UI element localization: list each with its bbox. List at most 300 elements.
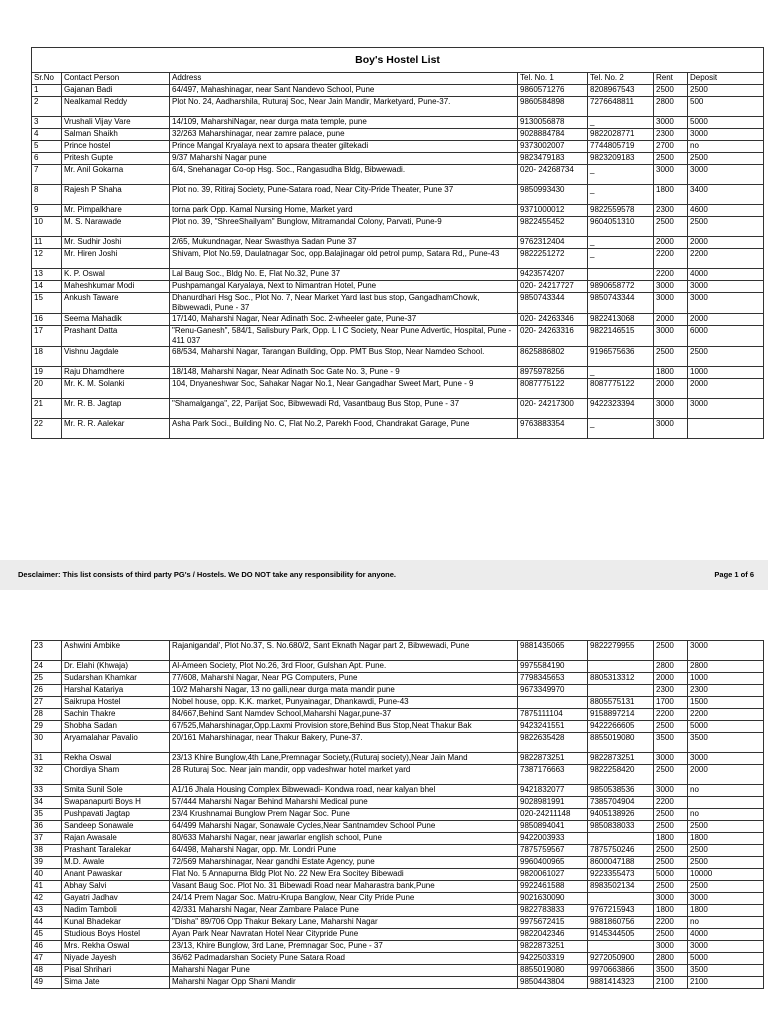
cell-tel-2: 9604051310 xyxy=(588,217,654,237)
cell-contact-person: Maheshkumar Modi xyxy=(62,281,170,293)
cell-tel-2: 9422266605 xyxy=(588,721,654,733)
cell-sr-no: 23 xyxy=(32,641,62,661)
cell-rent: 1800 xyxy=(654,185,688,205)
cell-rent: 3500 xyxy=(654,965,688,977)
cell-contact-person: Rekha Oswal xyxy=(62,753,170,765)
table-row xyxy=(32,821,764,833)
cell-contact-person: Pisal Shrihari xyxy=(62,965,170,977)
cell-rent: 2000 xyxy=(654,673,688,685)
cell-rent: 2000 xyxy=(654,314,688,326)
table-row xyxy=(32,753,764,765)
cell-sr-no: 8 xyxy=(32,185,62,205)
cell-sr-no: 42 xyxy=(32,893,62,905)
cell-rent: 3000 xyxy=(654,785,688,797)
table-row xyxy=(32,965,764,977)
cell-rent: 2100 xyxy=(654,977,688,989)
cell-deposit xyxy=(688,419,764,439)
cell-rent: 2300 xyxy=(654,129,688,141)
cell-tel-2: _ xyxy=(588,249,654,269)
cell-sr-no: 21 xyxy=(32,399,62,419)
cell-tel-1: 7875759567 xyxy=(518,845,588,857)
cell-tel-1 xyxy=(518,697,588,709)
cell-deposit: 3500 xyxy=(688,733,764,753)
cell-rent: 2700 xyxy=(654,141,688,153)
cell-sr-no: 27 xyxy=(32,697,62,709)
cell-address: 14/109, MaharshiNagar, near durga mata temple, pune xyxy=(170,117,518,129)
cell-tel-1: 9850993430 xyxy=(518,185,588,205)
cell-address: Plot no. 39, "ShreeShailyam" Bunglow, Mitramandal Colony, Parvati, Pune-9 xyxy=(170,217,518,237)
table-row xyxy=(32,399,764,419)
cell-contact-person: Shobha Sadan xyxy=(62,721,170,733)
cell-contact-person: Dr. Elahi (Khwaja) xyxy=(62,661,170,673)
table-row xyxy=(32,117,764,129)
cell-sr-no: 32 xyxy=(32,765,62,785)
table-row xyxy=(32,673,764,685)
cell-sr-no: 5 xyxy=(32,141,62,153)
cell-tel-1: 9822042346 xyxy=(518,929,588,941)
cell-tel-1: 9421832077 xyxy=(518,785,588,797)
cell-tel-2: 7276648811 xyxy=(588,97,654,117)
cell-deposit: no xyxy=(688,141,764,153)
table-row xyxy=(32,661,764,673)
cell-tel-1: 9028981991 xyxy=(518,797,588,809)
cell-tel-2: _ xyxy=(588,165,654,185)
cell-sr-no: 10 xyxy=(32,217,62,237)
table-row xyxy=(32,269,764,281)
table-row xyxy=(32,685,764,697)
table-row xyxy=(32,697,764,709)
table-row xyxy=(32,367,764,379)
cell-sr-no: 28 xyxy=(32,709,62,721)
cell-address: 18/148, Maharshi Nagar, Near Adinath Soc Gate No. 3, Pune - 9 xyxy=(170,367,518,379)
cell-tel-2: 9822559578 xyxy=(588,205,654,217)
cell-tel-2: 9850538536 xyxy=(588,785,654,797)
cell-contact-person: Raju Dhamdhere xyxy=(62,367,170,379)
cell-deposit: 2500 xyxy=(688,845,764,857)
cell-sr-no: 14 xyxy=(32,281,62,293)
cell-deposit: no xyxy=(688,785,764,797)
cell-sr-no: 45 xyxy=(32,929,62,941)
cell-deposit: 2000 xyxy=(688,237,764,249)
cell-rent: 1800 xyxy=(654,833,688,845)
cell-contact-person: Ankush Taware xyxy=(62,293,170,314)
cell-deposit: 1800 xyxy=(688,905,764,917)
cell-rent: 5000 xyxy=(654,869,688,881)
cell-address: Maharshi Nagar Opp Shani Mandir xyxy=(170,977,518,989)
cell-tel-2: _ xyxy=(588,237,654,249)
table-row xyxy=(32,929,764,941)
cell-sr-no: 35 xyxy=(32,809,62,821)
cell-rent: 3000 xyxy=(654,753,688,765)
cell-address: 67/525,Maharshinagar,Opp.Laxmi Provision store,Behind Bus Stop,Neat Thakur Bak xyxy=(170,721,518,733)
cell-tel-1: 9021630090 xyxy=(518,893,588,905)
cell-contact-person: Pushpavati Jagtap xyxy=(62,809,170,821)
cell-rent: 1800 xyxy=(654,905,688,917)
cell-deposit: 5000 xyxy=(688,117,764,129)
cell-rent: 3000 xyxy=(654,281,688,293)
cell-sr-no: 7 xyxy=(32,165,62,185)
disclaimer-text: Desclaimer: This list consists of third party PG's / Hostels. We DO NOT take any responsibility for anyone. xyxy=(18,570,396,579)
cell-contact-person: Ashwini Ambike xyxy=(62,641,170,661)
cell-tel-2: 9145344505 xyxy=(588,929,654,941)
cell-rent: 2500 xyxy=(654,809,688,821)
header-tel-1: Tel. No. 1 xyxy=(518,73,588,85)
cell-address: Pushpamangal Karyalaya, Next to Nimantran Hotel, Pune xyxy=(170,281,518,293)
cell-sr-no: 31 xyxy=(32,753,62,765)
cell-rent: 2500 xyxy=(654,217,688,237)
cell-tel-2: _ xyxy=(588,419,654,439)
cell-deposit: 2000 xyxy=(688,314,764,326)
cell-tel-2: 7744805719 xyxy=(588,141,654,153)
cell-tel-1: 020-24211148 xyxy=(518,809,588,821)
cell-address: 80/633 Maharshi Nagar, near jawarlar english school, Pune xyxy=(170,833,518,845)
cell-contact-person: Sachin Thakre xyxy=(62,709,170,721)
header-contact-person: Contact Person xyxy=(62,73,170,85)
cell-sr-no: 44 xyxy=(32,917,62,929)
header-tel-2: Tel. No. 2 xyxy=(588,73,654,85)
cell-rent: 3000 xyxy=(654,293,688,314)
table-row xyxy=(32,869,764,881)
cell-tel-1: 9673349970 xyxy=(518,685,588,697)
table-row xyxy=(32,905,764,917)
cell-tel-1: 9850894041 xyxy=(518,821,588,833)
cell-tel-1: 9373002007 xyxy=(518,141,588,153)
cell-address: 64/499 Maharshi Nagar, Sonawale Cycles,Near Santnamdev School Pune xyxy=(170,821,518,833)
cell-tel-1: 9823479183 xyxy=(518,153,588,165)
cell-address: 64/497, Mahashinagar, near Sant Nandevo School, Pune xyxy=(170,85,518,97)
cell-deposit: 3400 xyxy=(688,185,764,205)
cell-tel-1: 9922461588 xyxy=(518,881,588,893)
cell-tel-2: 9822258420 xyxy=(588,765,654,785)
cell-tel-2: 9822146515 xyxy=(588,326,654,347)
cell-deposit: 6000 xyxy=(688,326,764,347)
cell-contact-person: Mrs. Rekha Oswal xyxy=(62,941,170,953)
cell-tel-1: 9422503319 xyxy=(518,953,588,965)
cell-contact-person: Prashant Datta xyxy=(62,326,170,347)
cell-rent: 2500 xyxy=(654,347,688,367)
cell-deposit: 4000 xyxy=(688,929,764,941)
table-row xyxy=(32,893,764,905)
cell-address: 6/4, Snehanagar Co-op Hsg. Soc., Rangasudha Bldg, Bibwewadi. xyxy=(170,165,518,185)
cell-deposit: 5000 xyxy=(688,721,764,733)
table-row xyxy=(32,314,764,326)
cell-address: Vasant Baug Soc. Plot No. 31 Bibewadi Road near Maharastra bank,Pune xyxy=(170,881,518,893)
cell-address: Prince Mangal Kryalaya next to apsara theater giltekadi xyxy=(170,141,518,153)
cell-sr-no: 12 xyxy=(32,249,62,269)
cell-sr-no: 6 xyxy=(32,153,62,165)
cell-address: 20/161 Maharshinagar, near Thakur Bakery, Pune-37. xyxy=(170,733,518,753)
cell-tel-2: 8855019080 xyxy=(588,733,654,753)
table-header-row xyxy=(32,73,764,85)
cell-contact-person: M.D. Awale xyxy=(62,857,170,869)
cell-contact-person: Gayatri Jadhav xyxy=(62,893,170,905)
header-address: Address xyxy=(170,73,518,85)
cell-sr-no: 26 xyxy=(32,685,62,697)
table-row xyxy=(32,977,764,989)
cell-contact-person: Aryamalahar Pavalio xyxy=(62,733,170,753)
cell-rent: 3000 xyxy=(654,165,688,185)
cell-rent: 3000 xyxy=(654,117,688,129)
cell-tel-2: 8600047188 xyxy=(588,857,654,869)
cell-rent: 3000 xyxy=(654,893,688,905)
cell-rent: 3000 xyxy=(654,941,688,953)
cell-contact-person: Prashant Taralekar xyxy=(62,845,170,857)
cell-address: Rajanigandal', Plot No.37, S. No.680/2, Sant Eknath Nagar part 2, Bibwewadi, Pune xyxy=(170,641,518,661)
cell-contact-person: Sudarshan Khamkar xyxy=(62,673,170,685)
cell-tel-2 xyxy=(588,685,654,697)
cell-tel-2: 9822028771 xyxy=(588,129,654,141)
cell-sr-no: 34 xyxy=(32,797,62,809)
cell-tel-1: 9860571276 xyxy=(518,85,588,97)
cell-address: 28 Ruturaj Soc. Near jain mandir, opp vadeshwar hotel market yard xyxy=(170,765,518,785)
table-row xyxy=(32,347,764,367)
table-row xyxy=(32,809,764,821)
cell-sr-no: 33 xyxy=(32,785,62,797)
cell-tel-2: 9970663866 xyxy=(588,965,654,977)
cell-deposit: 2500 xyxy=(688,857,764,869)
header-rent: Rent xyxy=(654,73,688,85)
cell-sr-no: 4 xyxy=(32,129,62,141)
cell-tel-2: 9196575636 xyxy=(588,347,654,367)
cell-contact-person: Anant Pawaskar xyxy=(62,869,170,881)
cell-deposit: 3000 xyxy=(688,165,764,185)
cell-deposit: no xyxy=(688,917,764,929)
cell-address: "Disha" 89/706 Opp Thakur Bekary Lane, Maharshi Nagar xyxy=(170,917,518,929)
cell-rent: 2800 xyxy=(654,97,688,117)
cell-tel-2: 8087775122 xyxy=(588,379,654,399)
table-row xyxy=(32,281,764,293)
cell-sr-no: 41 xyxy=(32,881,62,893)
cell-contact-person: Sima Jate xyxy=(62,977,170,989)
cell-sr-no: 24 xyxy=(32,661,62,673)
cell-sr-no: 47 xyxy=(32,953,62,965)
cell-deposit: 1500 xyxy=(688,697,764,709)
cell-contact-person: Seema Mahadik xyxy=(62,314,170,326)
table-row xyxy=(32,721,764,733)
cell-rent: 2200 xyxy=(654,917,688,929)
cell-deposit: 2000 xyxy=(688,765,764,785)
cell-tel-2: 9822279955 xyxy=(588,641,654,661)
cell-contact-person: Sandeep Sonawale xyxy=(62,821,170,833)
cell-tel-2: 9272050900 xyxy=(588,953,654,965)
cell-contact-person: Rajesh P Shaha xyxy=(62,185,170,205)
cell-deposit: 3000 xyxy=(688,893,764,905)
cell-tel-2: 9822413068 xyxy=(588,314,654,326)
cell-address: Lal Baug Soc., Bldg No. E, Flat No.32, Pune 37 xyxy=(170,269,518,281)
cell-address: 23/13 Khire Bunglow,4th Lane,Premnagar Society,(Ruturaj society),Near Jain Mand xyxy=(170,753,518,765)
cell-address: 84/667,Behind Sant Namdev School,Maharshi Nagar,pune-37 xyxy=(170,709,518,721)
cell-contact-person: Nealkamal Reddy xyxy=(62,97,170,117)
cell-rent: 2500 xyxy=(654,857,688,869)
cell-tel-1: 9860584898 xyxy=(518,97,588,117)
cell-sr-no: 39 xyxy=(32,857,62,869)
cell-tel-1: 9130056878 xyxy=(518,117,588,129)
table-row xyxy=(32,85,764,97)
cell-contact-person: Harshal Katariya xyxy=(62,685,170,697)
cell-deposit: 2800 xyxy=(688,661,764,673)
cell-deposit: no xyxy=(688,809,764,821)
cell-tel-1: 9822635428 xyxy=(518,733,588,753)
page-number: Page 1 of 6 xyxy=(714,570,754,579)
cell-sr-no: 36 xyxy=(32,821,62,833)
cell-tel-2 xyxy=(588,269,654,281)
cell-address: 72/569 Maharshinagar, Near gandhi Estate Agency, pune xyxy=(170,857,518,869)
hostel-table-page-1 xyxy=(31,47,764,439)
cell-rent: 1800 xyxy=(654,367,688,379)
cell-deposit: 2500 xyxy=(688,881,764,893)
cell-address: 23/13, Khire Bunglow, 3rd Lane, Premnagar Soc, Pune - 37 xyxy=(170,941,518,953)
table-row xyxy=(32,641,764,661)
table-row xyxy=(32,785,764,797)
cell-deposit: 1000 xyxy=(688,673,764,685)
cell-tel-1: 9960400965 xyxy=(518,857,588,869)
cell-tel-1: 9762312404 xyxy=(518,237,588,249)
cell-deposit xyxy=(688,797,764,809)
cell-tel-2: _ xyxy=(588,367,654,379)
cell-rent: 3000 xyxy=(654,419,688,439)
cell-tel-1: 020- 24217300 xyxy=(518,399,588,419)
cell-contact-person: Swapanapurti Boys H xyxy=(62,797,170,809)
cell-tel-2: 8208967543 xyxy=(588,85,654,97)
cell-sr-no: 22 xyxy=(32,419,62,439)
cell-sr-no: 2 xyxy=(32,97,62,117)
cell-deposit: 2500 xyxy=(688,85,764,97)
cell-contact-person: Smita Sunil Sole xyxy=(62,785,170,797)
cell-rent: 2800 xyxy=(654,953,688,965)
table-row xyxy=(32,97,764,117)
cell-address: 23/4 Krushnamai Bunglow Prem Nagar Soc. Pune xyxy=(170,809,518,821)
table-row xyxy=(32,857,764,869)
cell-address: 10/2 Maharshi Nagar, 13 no galli,near durga mata mandir pune xyxy=(170,685,518,697)
cell-deposit: 5000 xyxy=(688,953,764,965)
cell-contact-person: Rajan Awasale xyxy=(62,833,170,845)
cell-address: 17/140, Maharshi Nagar, Near Adinath Soc. 2-wheeler gate, Pune-37 xyxy=(170,314,518,326)
cell-contact-person: Mr. Sudhir Joshi xyxy=(62,237,170,249)
cell-address: A1/16 Jhala Housing Complex Bibwewadi- Kondwa road, near kalyan bhel xyxy=(170,785,518,797)
cell-sr-no: 40 xyxy=(32,869,62,881)
cell-contact-person: Mr. R. B. Jagtap xyxy=(62,399,170,419)
cell-rent: 2500 xyxy=(654,765,688,785)
cell-rent: 2500 xyxy=(654,929,688,941)
cell-tel-2: 7385704904 xyxy=(588,797,654,809)
page-title: Boy's Hostel List xyxy=(32,48,764,73)
cell-rent: 2000 xyxy=(654,379,688,399)
table-row xyxy=(32,953,764,965)
cell-sr-no: 11 xyxy=(32,237,62,249)
cell-tel-1: 8855019080 xyxy=(518,965,588,977)
table-row xyxy=(32,326,764,347)
cell-address: torna park Opp. Kamal Nursing Home, Market yard xyxy=(170,205,518,217)
cell-rent: 2200 xyxy=(654,709,688,721)
cell-deposit: 3000 xyxy=(688,399,764,419)
cell-tel-1: 9423574207 xyxy=(518,269,588,281)
hostel-table-page-2 xyxy=(31,640,764,989)
cell-tel-1: 7875111104 xyxy=(518,709,588,721)
table-row xyxy=(32,733,764,753)
cell-rent: 2500 xyxy=(654,85,688,97)
cell-rent: 2500 xyxy=(654,845,688,857)
cell-sr-no: 30 xyxy=(32,733,62,753)
cell-rent: 2000 xyxy=(654,237,688,249)
cell-tel-1: 9975672415 xyxy=(518,917,588,929)
cell-sr-no: 17 xyxy=(32,326,62,347)
cell-sr-no: 49 xyxy=(32,977,62,989)
cell-address: Nobel house, opp. K.K. market, Punyainagar, Dhankawdi, Pune-43 xyxy=(170,697,518,709)
cell-contact-person: Gajanan Badi xyxy=(62,85,170,97)
cell-contact-person: Prince hostel xyxy=(62,141,170,153)
table-row xyxy=(32,165,764,185)
table-row xyxy=(32,205,764,217)
cell-tel-2 xyxy=(588,833,654,845)
cell-tel-1: 9822873251 xyxy=(518,941,588,953)
cell-address: 42/331 Maharshi Nagar, Near Zambare Palace Pune xyxy=(170,905,518,917)
cell-contact-person: Mr. Hiren Joshi xyxy=(62,249,170,269)
cell-rent: 2300 xyxy=(654,685,688,697)
cell-address: 32/263 Maharshinagar, near zamre palace, pune xyxy=(170,129,518,141)
cell-tel-1: 7387176663 xyxy=(518,765,588,785)
cell-deposit: 500 xyxy=(688,97,764,117)
cell-rent: 2800 xyxy=(654,661,688,673)
cell-rent: 2500 xyxy=(654,881,688,893)
cell-tel-2: 9850743344 xyxy=(588,293,654,314)
cell-tel-2: 9881860756 xyxy=(588,917,654,929)
cell-deposit: 2000 xyxy=(688,379,764,399)
cell-sr-no: 9 xyxy=(32,205,62,217)
cell-tel-2: 9822873251 xyxy=(588,753,654,765)
cell-deposit: 2500 xyxy=(688,217,764,237)
cell-tel-2: 8805313312 xyxy=(588,673,654,685)
cell-contact-person: Salman Shaikh xyxy=(62,129,170,141)
cell-sr-no: 37 xyxy=(32,833,62,845)
cell-tel-2: 8805575131 xyxy=(588,697,654,709)
table-row xyxy=(32,917,764,929)
cell-deposit: 10000 xyxy=(688,869,764,881)
cell-address: "Renu-Ganesh", 584/1, Salisbury Park, Opp. L I C Society, Near Pune Advertic, Hospital, Pune - 411 037 xyxy=(170,326,518,347)
cell-sr-no: 18 xyxy=(32,347,62,367)
cell-sr-no: 29 xyxy=(32,721,62,733)
table-row xyxy=(32,881,764,893)
cell-address: Maharshi Nagar Pune xyxy=(170,965,518,977)
cell-tel-1: 9371000012 xyxy=(518,205,588,217)
cell-contact-person: Mr. Pimpalkhare xyxy=(62,205,170,217)
cell-rent: 2300 xyxy=(654,205,688,217)
cell-rent: 2200 xyxy=(654,269,688,281)
cell-rent: 2500 xyxy=(654,153,688,165)
cell-contact-person: Niyade Jayesh xyxy=(62,953,170,965)
cell-deposit: 2500 xyxy=(688,821,764,833)
header-deposit: Deposit xyxy=(688,73,764,85)
cell-tel-2: 9823209183 xyxy=(588,153,654,165)
table-row xyxy=(32,141,764,153)
cell-address: Asha Park Soci., Building No. C, Flat No.2, Parekh Food, Chandrakat Garage, Pune xyxy=(170,419,518,439)
cell-tel-1: 9850743344 xyxy=(518,293,588,314)
cell-address: 68/534, Maharshi Nagar, Tarangan Building, Opp. PMT Bus Stop, Near Namdeo School. xyxy=(170,347,518,367)
cell-rent: 2500 xyxy=(654,821,688,833)
cell-contact-person: Vishnu Jagdale xyxy=(62,347,170,367)
cell-deposit: 2500 xyxy=(688,347,764,367)
cell-contact-person: Kunal Bhadekar xyxy=(62,917,170,929)
cell-rent: 3000 xyxy=(654,326,688,347)
cell-deposit: 2200 xyxy=(688,709,764,721)
cell-address: 104, Dnyaneshwar Soc, Sahakar Nagar No.1, Near Gangadhar Sweet Mart, Pune - 9 xyxy=(170,379,518,399)
cell-address: Dhanurdhari Hsg Soc., Plot No. 7, Near Market Yard last bus stop, GangadhamChowk, Bibwewadi, Pune - 37 xyxy=(170,293,518,314)
cell-deposit: 2100 xyxy=(688,977,764,989)
table-row xyxy=(32,709,764,721)
cell-deposit: 3000 xyxy=(688,281,764,293)
cell-sr-no: 25 xyxy=(32,673,62,685)
cell-tel-1: 9822455452 xyxy=(518,217,588,237)
table-row xyxy=(32,185,764,205)
